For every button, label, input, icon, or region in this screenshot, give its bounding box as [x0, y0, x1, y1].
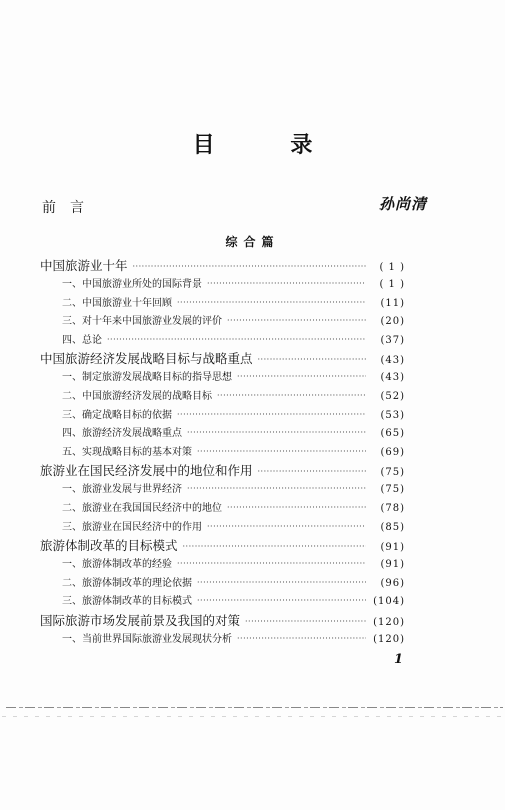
toc-entry-title: 中国旅游经济发展战略目标与战略重点: [40, 351, 253, 367]
toc-page-number: (91): [380, 559, 405, 571]
toc-section-entry: [40, 443, 405, 462]
toc-entry-title: 二、旅游业在我国国民经济中的地位: [62, 502, 222, 514]
toc-page-number: (120): [373, 633, 405, 645]
toc-page-number: (52): [380, 390, 405, 402]
toc-entry-title: 五、实现战略目标的基本对策: [62, 446, 192, 458]
toc-entry-title: 三、对十年来中国旅游业发展的评价: [62, 316, 222, 328]
page-number: 1: [394, 652, 404, 667]
toc-entry-title: 旅游业在国民经济发展中的地位和作用: [40, 463, 253, 479]
toc-section-entry: [40, 555, 405, 574]
foreword-author: 孙尚清: [378, 195, 427, 213]
toc-dot-leader: [107, 336, 366, 344]
toc-page-number: (43): [380, 355, 405, 367]
toc-section-entry: [40, 275, 405, 294]
toc-entry-title: 一、制定旅游发展战略目标的指导思想: [62, 372, 232, 384]
toc-entry-title: 四、总论: [62, 334, 102, 346]
toc-entry-title: 国际旅游市场发展前景及我国的对策: [40, 612, 241, 628]
toc-page-number: ( 1 ): [379, 262, 405, 273]
toc-dot-leader: [237, 635, 366, 643]
toc-section-entry: [40, 294, 405, 313]
toc-section-entry: [40, 518, 405, 537]
toc-section-entry: [40, 499, 405, 518]
toc-page-number: (96): [380, 577, 405, 589]
toc-entry-title: 二、中国旅游业十年回顾: [62, 297, 172, 309]
scan-artifact-line: [6, 707, 503, 708]
scan-artifact-line: [2, 716, 502, 717]
toc-entry-title: 旅游体制改革的目标模式: [40, 538, 178, 554]
toc-page-number: ( 1 ): [379, 279, 405, 290]
toc-page-number: (75): [380, 484, 405, 496]
toc-dot-leader: [245, 618, 366, 626]
toc-page-number: (120): [373, 616, 405, 628]
foreword-label: 前言: [42, 200, 98, 216]
toc-entry-title: 一、旅游体制改革的经验: [62, 559, 172, 571]
toc-dot-leader: [183, 543, 366, 551]
toc-entry-title: 三、确定战略目标的依据: [62, 409, 172, 421]
toc-chapter-entry: [40, 256, 405, 275]
toc-dot-leader: [177, 560, 366, 568]
toc-dot-leader: [258, 468, 366, 476]
toc-section-entry: [40, 312, 405, 331]
toc-dot-leader: [133, 263, 366, 271]
toc-page-number: (65): [380, 428, 405, 440]
toc-page-number: (85): [380, 521, 405, 533]
toc-page-number: (69): [380, 446, 405, 458]
toc-chapter-entry: [40, 461, 405, 480]
toc-entry-title: 一、旅游业发展与世界经济: [62, 484, 182, 496]
toc-entry-title: 中国旅游业十年: [40, 258, 128, 273]
toc-dot-leader: [197, 448, 366, 456]
toc-section-entry: [40, 368, 405, 387]
toc-page-number: (20): [380, 316, 405, 328]
toc-page-number: (91): [380, 542, 405, 554]
toc-page-number: (75): [380, 467, 405, 479]
toc-section-entry: [40, 406, 405, 425]
toc-dot-leader: [177, 411, 366, 419]
toc-page-number: (43): [380, 372, 405, 384]
section-title: 综合篇: [225, 235, 280, 249]
toc-entry-title: 一、中国旅游业所处的国际背景: [62, 279, 202, 290]
toc-page-number: (11): [380, 297, 405, 309]
toc-chapter-entry: [40, 536, 405, 555]
toc-dot-leader: [197, 579, 366, 587]
toc-section-entry: [40, 387, 405, 406]
toc-dot-leader: [177, 299, 366, 307]
toc-entry-title: 二、中国旅游经济发展的战略目标: [62, 390, 212, 402]
page-title: 目 录: [192, 133, 347, 158]
toc-page-number: (37): [380, 334, 405, 346]
toc-section-entry: [40, 630, 405, 649]
toc-dot-leader: [187, 429, 366, 437]
toc-chapter-entry: [40, 611, 405, 630]
toc-dot-leader: [207, 280, 366, 288]
toc-dot-leader: [258, 356, 366, 364]
toc-section-entry: [40, 331, 405, 350]
toc-dot-leader: [207, 523, 366, 531]
toc-page-number: (104): [373, 596, 405, 608]
toc-dot-leader: [227, 504, 366, 512]
toc-section-entry: [40, 592, 405, 611]
toc-dot-leader: [227, 317, 366, 325]
toc-entry-title: 三、旅游业在国民经济中的作用: [62, 521, 202, 533]
toc-section-entry: [40, 424, 405, 443]
toc-entry-title: 一、当前世界国际旅游业发展现状分析: [62, 633, 232, 645]
toc-section-entry: [40, 480, 405, 499]
toc-entry-title: 三、旅游体制改革的目标模式: [62, 596, 192, 608]
toc-page-number: (53): [380, 409, 405, 421]
toc-section-entry: [40, 574, 405, 593]
toc-dot-leader: [197, 597, 366, 605]
table-of-contents: [40, 256, 405, 649]
toc-dot-leader: [217, 392, 366, 400]
toc-page-number: (78): [380, 502, 405, 514]
toc-chapter-entry: [40, 349, 405, 368]
toc-entry-title: 二、旅游体制改革的理论依据: [62, 577, 192, 589]
toc-dot-leader: [187, 485, 366, 493]
toc-entry-title: 四、旅游经济发展战略重点: [62, 428, 182, 440]
toc-dot-leader: [237, 373, 366, 381]
